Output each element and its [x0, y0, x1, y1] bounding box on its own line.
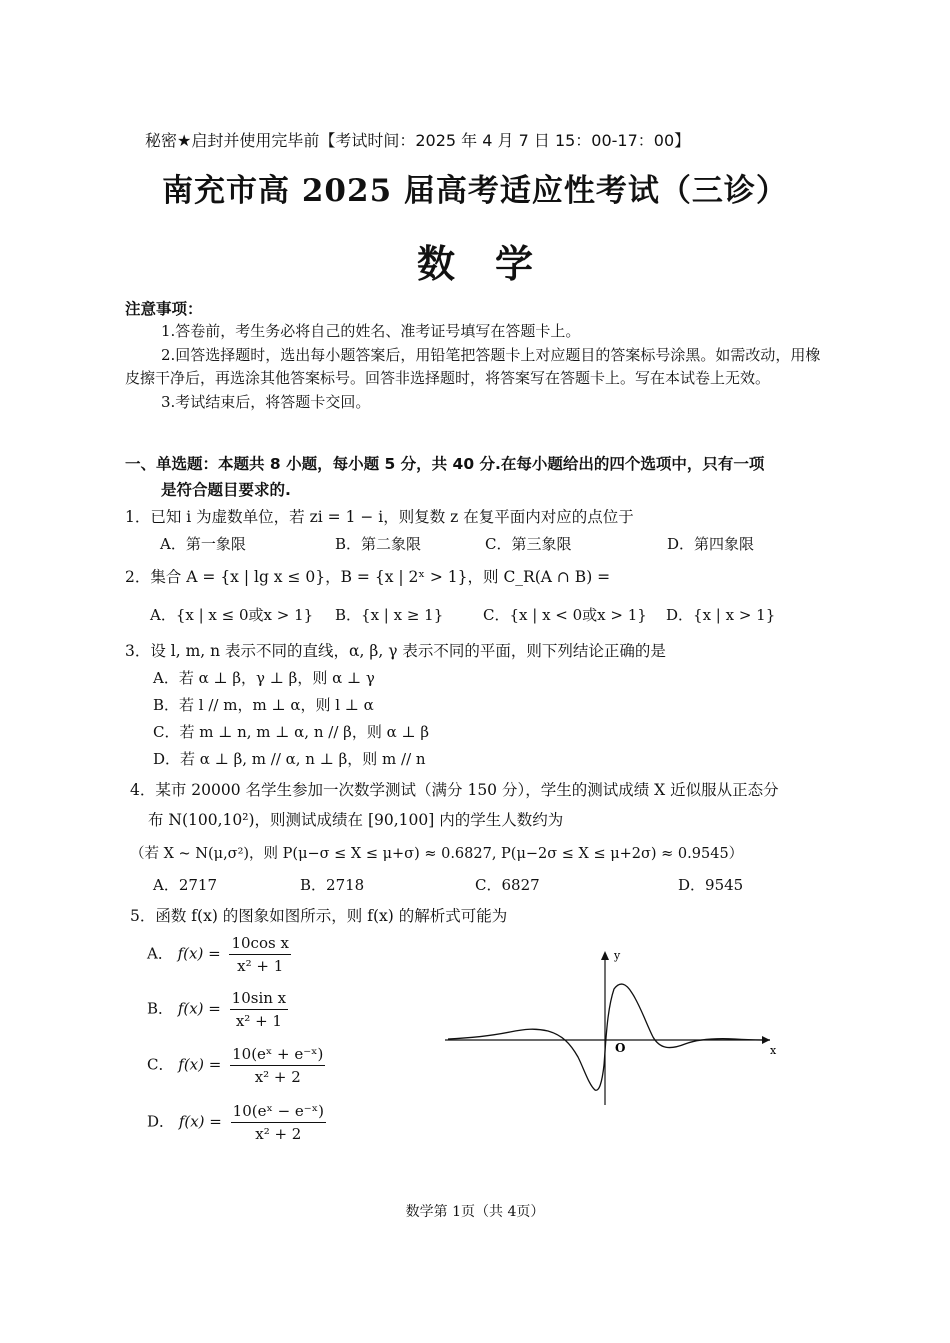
denominator: x² + 1: [235, 1012, 282, 1030]
notice-item: 2.回答选择题时，选出每小题答案后，用铅笔把答题卡上对应题目的答案标号涂黑。如需改动，用橡皮擦干净后，再选涂其他答案标号。回答非选择题时，将答案写在答题卡上。写在本试卷上无效。: [125, 345, 821, 387]
page-footer: 数学第 1页（共 4页）: [405, 1204, 545, 1220]
q2-option-a: A．{x | x ≤ 0或x > 1}: [150, 606, 314, 624]
option-lhs: f(x) =: [178, 1055, 222, 1074]
question-1-stem: 1．已知 i 为虚数单位，若 zi = 1 − i，则复数 z 在复平面内对应的点位于: [125, 508, 634, 526]
numerator: 10cos x: [229, 932, 290, 955]
question-4-stem-line1: 4．某市 20000 名学生参加一次数学测试（满分 150 分），学生的测试成绩 X 近似服从正态分: [130, 781, 779, 799]
denominator: x² + 1: [237, 957, 284, 975]
option-label: C．: [147, 1055, 174, 1074]
fraction: [230, 1043, 325, 1088]
y-axis: [601, 951, 609, 1105]
question-3-stem: 3．设 l, m, n 表示不同的直线，α, β, γ 表示不同的平面，则下列结论正确的是: [125, 642, 666, 660]
denominator: x² + 2: [255, 1125, 302, 1143]
fraction: [231, 1100, 326, 1145]
numerator: 10(eˣ − e⁻ˣ): [231, 1100, 326, 1123]
q4-option-b: B．2718: [300, 876, 365, 894]
option-label: A．: [147, 944, 173, 963]
notice-item: 1.答卷前，考生务必将自己的姓名、准考证号填写在答题卡上。: [161, 322, 581, 340]
q4-option-d: D．9545: [678, 876, 744, 894]
option-label: B．: [147, 999, 174, 1018]
q1-option-d: D．第四象限: [667, 535, 755, 553]
x-axis: [445, 1036, 770, 1044]
q1-option-b: B．第二象限: [335, 535, 422, 553]
q2-option-d: D．{x | x > 1}: [666, 606, 776, 624]
option-lhs: f(x) =: [178, 1112, 222, 1131]
q1-option-a: A．第一象限: [160, 535, 246, 553]
notice-list: [125, 320, 830, 414]
q3-option-d: D．若 α ⊥ β, m // α, n ⊥ β，则 m // n: [153, 750, 426, 768]
y-axis-arrow-icon: [601, 951, 609, 960]
q3-option-a: A．若 α ⊥ β，γ ⊥ β，则 α ⊥ γ: [153, 669, 375, 687]
question-4-hint: （若 X ~ N(μ,σ²)，则 P(μ−σ ≤ X ≤ μ+σ) ≈ 0.6827, P(μ−2σ ≤ X ≤ μ+2σ) ≈ 0.9545）: [130, 846, 744, 862]
question-5-stem: 5．函数 f(x) 的图象如图所示，则 f(x) 的解析式可能为: [130, 907, 508, 925]
q3-option-b: B．若 l // m，m ⊥ α，则 l ⊥ α: [153, 696, 374, 714]
option-lhs: f(x) =: [177, 999, 221, 1018]
section-heading: [125, 451, 835, 503]
q5-option-a: [147, 932, 291, 977]
q5-option-b: [147, 987, 288, 1032]
q3-option-c: C．若 m ⊥ n, m ⊥ α, n // β，则 α ⊥ β: [153, 723, 430, 741]
function-graph: [440, 945, 785, 1110]
option-lhs: f(x) =: [177, 944, 221, 963]
x-axis-label: x: [770, 1044, 777, 1057]
section-line2: 是符合题目要求的.: [161, 481, 291, 499]
subject-title: 数学: [416, 242, 573, 286]
question-4-stem-line2: 布 N(100,10²)，则测试成绩在 [90,100] 内的学生人数约为: [148, 811, 564, 829]
q2-option-b: B．{x | x ≥ 1}: [335, 606, 444, 624]
origin-label: O: [615, 1041, 626, 1055]
fraction: [229, 932, 290, 977]
notice-heading: 注意事项：: [125, 300, 203, 318]
q5-option-d: [147, 1100, 326, 1145]
q2-option-c: C．{x | x < 0或x > 1}: [483, 606, 647, 624]
q4-option-a: A．2717: [153, 876, 218, 894]
numerator: 10sin x: [230, 987, 288, 1010]
section-line1: 一、单选题：本题共 8 小题，每小题 5 分，共 40 分.在每小题给出的四个选项中，只有一项: [125, 455, 765, 473]
denominator: x² + 2: [254, 1068, 301, 1086]
q1-option-c: C．第三象限: [485, 535, 572, 553]
fraction: [230, 987, 288, 1032]
q4-option-c: C．6827: [475, 876, 540, 894]
y-axis-label: y: [614, 949, 621, 962]
exam-time-line: 秘密★启封并使用完毕前【考试时间：2025 年 4 月 7 日 15：00-17：00】: [145, 131, 691, 150]
exam-title: 南充市高 2025 届高考适应性考试（三诊）: [162, 173, 788, 209]
numerator: 10(eˣ + e⁻ˣ): [230, 1043, 325, 1066]
function-curve: [448, 984, 770, 1090]
option-label: D．: [147, 1112, 175, 1131]
notice-item: 3.考试结束后，将答题卡交回。: [161, 392, 371, 411]
question-2-stem: 2．集合 A = {x | lg x ≤ 0}，B = {x | 2ˣ > 1}，则 C_R(A ∩ B) =: [125, 568, 611, 586]
q5-option-c: [147, 1043, 325, 1088]
